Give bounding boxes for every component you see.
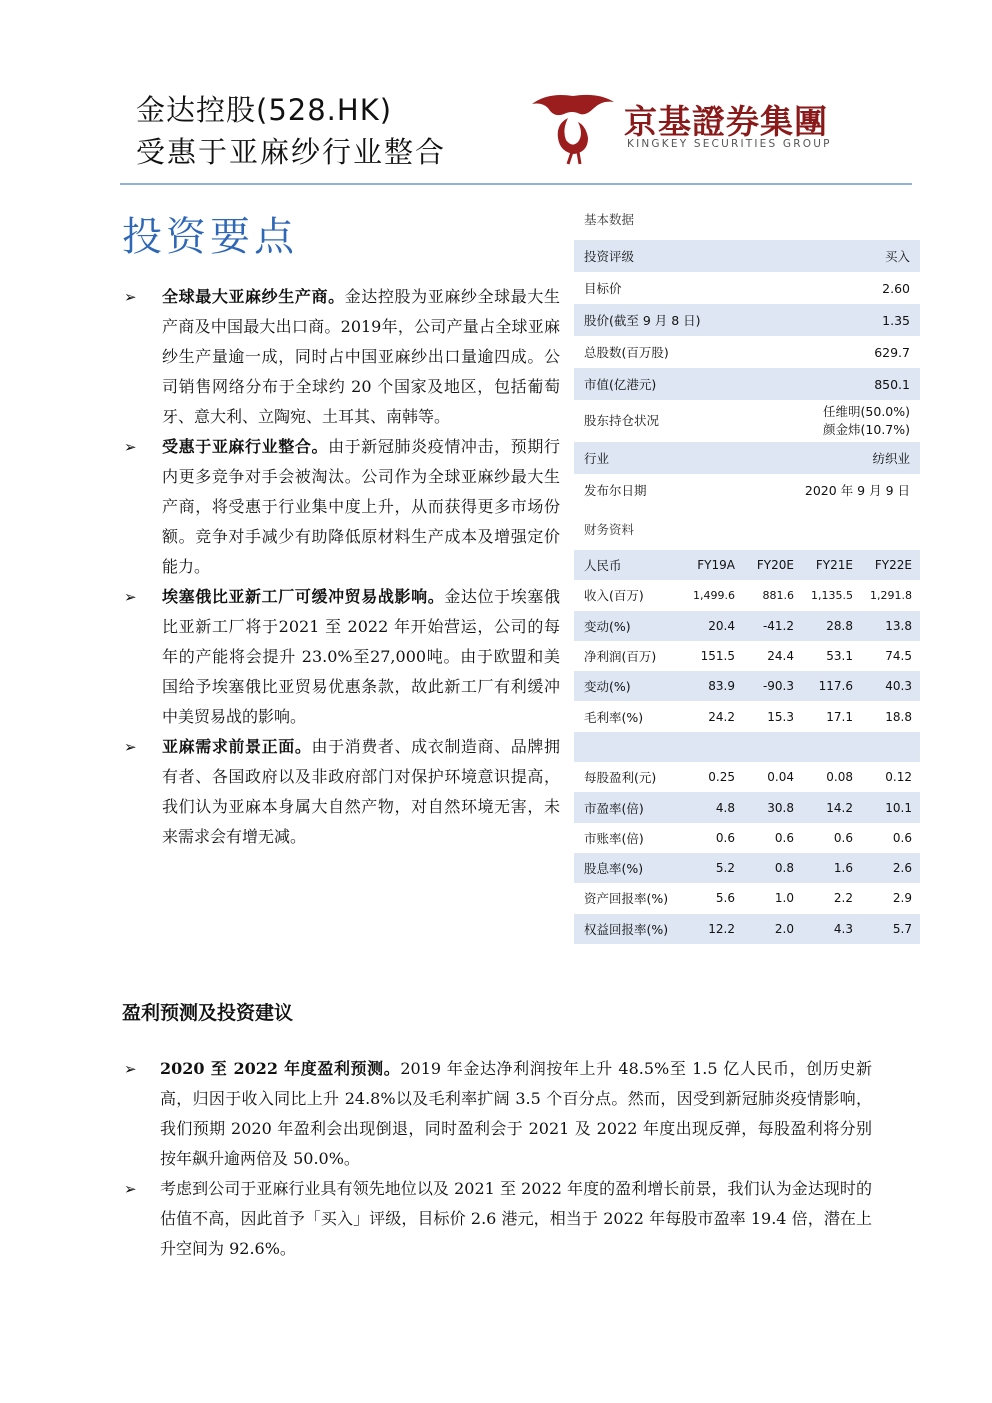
table-cell: FY20E xyxy=(743,550,802,580)
forecast-list xyxy=(122,1054,872,1264)
row-key: 市值(亿港元) xyxy=(574,368,755,400)
highlight-heading: 受惠于亚麻行业整合。 xyxy=(162,437,329,456)
table-row xyxy=(574,853,920,883)
table-row xyxy=(574,671,920,701)
financials-label: 财务资料 xyxy=(584,522,635,537)
row-label: 市盈率(倍) xyxy=(574,792,684,822)
row-label: 每股盈利(元) xyxy=(584,770,657,786)
row-value: 纺织业 xyxy=(755,442,920,474)
table-cell: 0.12 xyxy=(885,770,912,785)
table-cell: 53.1 xyxy=(826,649,853,664)
arrow-bullet-icon: ➢ xyxy=(124,588,137,606)
highlight-item xyxy=(122,732,560,852)
financials-table xyxy=(574,550,920,944)
row-key: 目标价 xyxy=(584,281,622,296)
row-value: 629.7 xyxy=(874,344,910,360)
table-cell: 1.0 xyxy=(774,891,794,906)
table-cell: 1,135.5 xyxy=(811,588,853,602)
logo-chinese-name: 京基證券集團 xyxy=(624,102,828,141)
table-cell: 0.6 xyxy=(774,830,794,845)
table-cell: 18.8 xyxy=(885,709,912,724)
table-row xyxy=(574,641,920,671)
highlight-text: 金达控股为亚麻纱全球最大生产商及中国最大出口商。2019年，公司产量占全球亚麻纱生产量逾一成，同时占中国亚麻纱出口量逾四成。公司销售网络分布于全球约 20 个国家及地区，包括葡萄牙、意大利、立陶宛、土耳其、南韩等。 xyxy=(162,287,560,426)
row-key: 总股数(百万股) xyxy=(584,345,669,360)
row-value: 2.60 xyxy=(882,280,910,296)
row-label: 变动(%) xyxy=(574,611,684,641)
table-cell: 4.3 xyxy=(802,914,861,944)
forecast-item xyxy=(122,1174,872,1264)
table-cell: 0.6 xyxy=(892,830,912,845)
table-cell: 24.4 xyxy=(767,649,794,664)
table-cell: 40.3 xyxy=(861,671,920,701)
table-row xyxy=(574,580,920,610)
forecast-heading: 2020 至 2022 年度盈利预测。 xyxy=(160,1059,401,1078)
table-cell: 5.6 xyxy=(715,891,735,906)
table-cell: FY21E xyxy=(802,550,861,580)
highlight-heading: 亚麻需求前景正面。 xyxy=(162,737,312,756)
table-cell: 0.04 xyxy=(767,770,794,785)
table-row xyxy=(574,400,920,442)
row-label: 净利润(百万) xyxy=(584,649,657,665)
row-value: 买入 xyxy=(755,240,920,272)
table-cell xyxy=(861,732,920,762)
row-key: 股价(截至 9 月 8 日) xyxy=(574,304,755,336)
row-value: 1.35 xyxy=(755,304,920,336)
highlights-list xyxy=(122,282,560,852)
table-cell: 0.6 xyxy=(715,830,735,845)
row-label: 市账率(倍) xyxy=(584,830,644,846)
row-label: 变动(%) xyxy=(574,671,684,701)
table-cell: 0.08 xyxy=(826,770,853,785)
table-cell: 30.8 xyxy=(743,792,802,822)
table-header-row xyxy=(574,550,920,580)
row-value: 850.1 xyxy=(755,368,920,400)
row-value xyxy=(755,400,920,442)
row-label: 资产回报率(%) xyxy=(584,891,669,907)
logo-english-name: KINGKEY SECURITIES GROUP xyxy=(627,138,832,150)
table-cell: 881.6 xyxy=(762,588,794,602)
table-row xyxy=(574,701,920,731)
table-row xyxy=(574,442,920,474)
highlight-heading: 全球最大亚麻纱生产商。 xyxy=(162,287,345,306)
basic-data-table xyxy=(574,240,920,506)
table-cell: 1,499.6 xyxy=(693,588,735,602)
table-cell: FY22E xyxy=(861,550,920,580)
table-cell: 0.6 xyxy=(833,830,853,845)
table-cell xyxy=(684,732,743,762)
row-label xyxy=(574,732,684,762)
report-title: 金达控股(528.HK) xyxy=(136,93,393,127)
table-cell: -90.3 xyxy=(743,671,802,701)
table-cell: 4.8 xyxy=(684,792,743,822)
data-sidebar xyxy=(574,200,920,944)
table-cell: 2.0 xyxy=(743,914,802,944)
highlight-heading: 埃塞俄比亚新工厂可缓冲贸易战影响。 xyxy=(162,587,445,606)
row-value: 2020 年 9 月 9 日 xyxy=(804,483,910,498)
row-key: 发布尔日期 xyxy=(584,483,647,498)
table-cell: 117.6 xyxy=(802,671,861,701)
table-cell: 10.1 xyxy=(861,792,920,822)
table-cell: 5.2 xyxy=(684,853,743,883)
row-label: 毛利率(%) xyxy=(584,709,644,725)
table-row xyxy=(574,792,920,822)
table-row xyxy=(574,914,920,944)
table-row xyxy=(574,240,920,272)
table-cell: 0.8 xyxy=(743,853,802,883)
table-cell: 17.1 xyxy=(826,709,853,724)
table-cell: 14.2 xyxy=(802,792,861,822)
table-cell: 2.9 xyxy=(892,891,912,906)
table-row xyxy=(574,304,920,336)
table-row xyxy=(574,883,920,913)
company-logo xyxy=(528,90,873,166)
table-cell: 74.5 xyxy=(885,649,912,664)
table-cell: 12.2 xyxy=(684,914,743,944)
table-cell: 1.6 xyxy=(802,853,861,883)
highlight-text: 金达位于埃塞俄比亚新工厂将于2021 至 2022 年开始营运，公司的每年的产能将会提升 23.0%至27,000吨。由于欧盟和美国给予埃塞俄比亚贸易优惠条款，故此新工厂有利缓冲中美贸易战的影响。 xyxy=(162,587,560,726)
table-cell: 0.25 xyxy=(708,770,735,785)
arrow-bullet-icon: ➢ xyxy=(124,438,137,456)
table-cell: 2.2 xyxy=(833,891,853,906)
table-row xyxy=(574,336,920,368)
row-key: 股东持仓状况 xyxy=(584,413,660,428)
highlight-text: 由于消费者、成衣制造商、品牌拥有者、各国政府以及非政府部门对保护环境意识提高，我们认为亚麻本身属大自然产物，对自然环境无害，未来需求会有增无减。 xyxy=(162,737,560,846)
row-label: 收入(百万) xyxy=(584,588,644,604)
table-cell xyxy=(743,732,802,762)
table-cell xyxy=(802,732,861,762)
basic-data-label: 基本数据 xyxy=(584,212,635,227)
row-label: 人民币 xyxy=(574,550,684,580)
arrow-bullet-icon: ➢ xyxy=(124,1180,137,1198)
shareholder-1: 任维明(50.0%) xyxy=(823,404,910,419)
table-cell: 5.7 xyxy=(861,914,920,944)
table-cell: 1,291.8 xyxy=(870,588,912,602)
table-cell: 151.5 xyxy=(700,649,735,664)
table-row xyxy=(574,474,920,506)
table-row xyxy=(574,272,920,304)
header-divider xyxy=(120,183,912,185)
table-cell: 20.4 xyxy=(684,611,743,641)
report-subtitle: 受惠于亚麻纱行业整合 xyxy=(136,135,447,169)
arrow-bullet-icon: ➢ xyxy=(124,1060,137,1078)
table-cell: 28.8 xyxy=(802,611,861,641)
kingkey-bull-logo-icon xyxy=(528,90,618,166)
table-row xyxy=(574,368,920,400)
table-cell: 15.3 xyxy=(767,709,794,724)
shareholder-2: 颜金炜(10.7%) xyxy=(823,422,910,437)
section-title: 投资要点 xyxy=(122,214,298,260)
table-row xyxy=(574,823,920,853)
table-row xyxy=(574,762,920,792)
table-cell: -41.2 xyxy=(743,611,802,641)
highlight-item xyxy=(122,282,560,432)
forecast-item xyxy=(122,1054,872,1174)
table-cell: 13.8 xyxy=(861,611,920,641)
table-row xyxy=(574,732,920,762)
forecast-text: 考虑到公司于亚麻行业具有领先地位以及 2021 至 2022 年度的盈利增长前景，我们认为金达现时的估值不高，因此首予「买入」评级，目标价 2.6 港元，相当于 2022 年每股市盈率 19.4 倍，潜在上升空间为 92.6%。 xyxy=(160,1179,872,1258)
row-key: 投资评级 xyxy=(574,240,755,272)
row-key: 行业 xyxy=(574,442,755,474)
row-label: 股息率(%) xyxy=(574,853,684,883)
arrow-bullet-icon: ➢ xyxy=(124,738,137,756)
table-cell: FY19A xyxy=(684,550,743,580)
table-cell: 24.2 xyxy=(708,709,735,724)
highlight-item xyxy=(122,582,560,732)
table-cell: 83.9 xyxy=(684,671,743,701)
arrow-bullet-icon: ➢ xyxy=(124,288,137,306)
highlight-text: 由于新冠肺炎疫情冲击，预期行内更多竞争对手会被淘汰。公司作为全球亚麻纱最大生产商，将受惠于行业集中度上升，从而获得更多市场份额。竞争对手减少有助降低原材料生产成本及增强定价能力。 xyxy=(162,437,560,576)
table-row xyxy=(574,611,920,641)
table-cell: 2.6 xyxy=(861,853,920,883)
forecast-title: 盈利预测及投资建议 xyxy=(122,1002,294,1024)
forecast-text: 2019 年金达净利润按年上升 48.5%至 1.5 亿人民币，创历史新高，归因于收入同比上升 24.8%以及毛利率扩阔 3.5 个百分点。然而，因受到新冠肺炎疫情影响，我们预期 2020 年盈利会出现倒退，同时盈利会于 2021 及 2022 年度出现反弹，每股盈利将分别按年飙升逾两倍及 50.0%。 xyxy=(160,1059,872,1168)
row-label: 权益回报率(%) xyxy=(574,914,684,944)
highlight-item xyxy=(122,432,560,582)
